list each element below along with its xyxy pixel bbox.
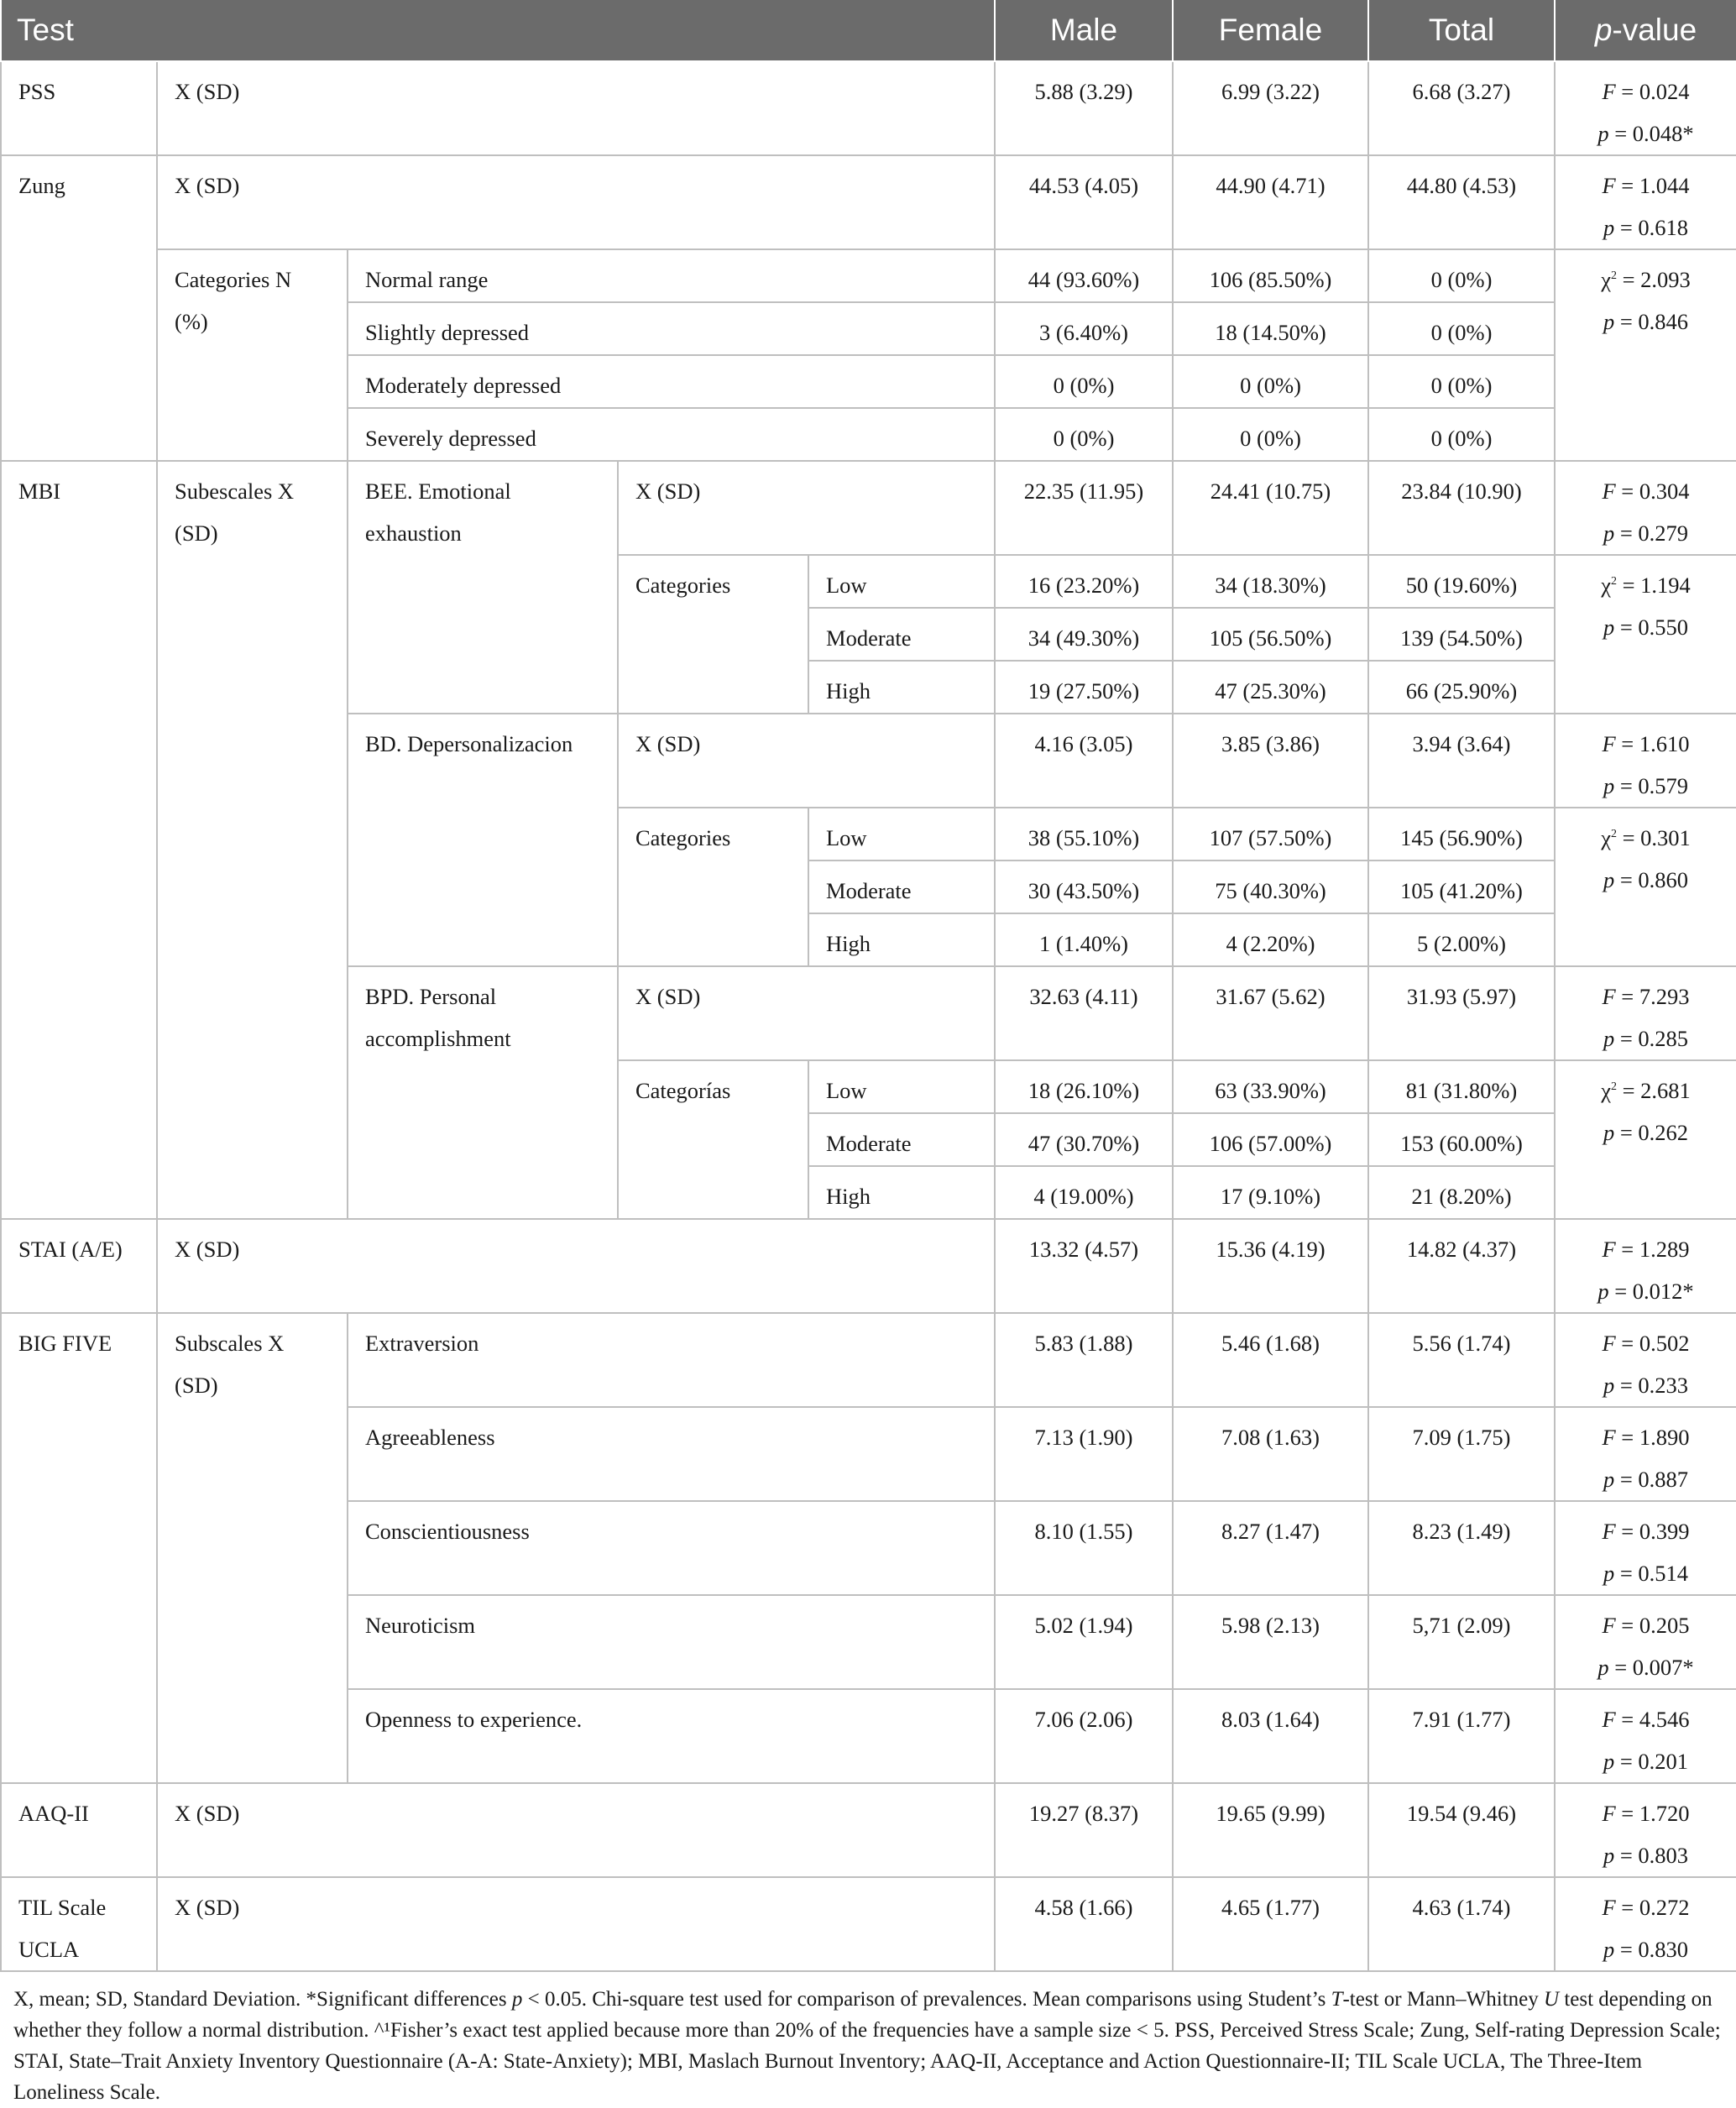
male-value: 34 (49.30%) bbox=[995, 608, 1173, 661]
table-row-bigfive-extraversion bbox=[1, 1313, 1736, 1407]
p-stat: 0.514 bbox=[1638, 1561, 1689, 1586]
header-row bbox=[1, 0, 1736, 61]
category-label: Moderate bbox=[808, 1113, 995, 1166]
category-label: Low bbox=[808, 555, 995, 608]
measure-label: X (SD) bbox=[618, 461, 995, 555]
total-value: 0 (0%) bbox=[1368, 355, 1555, 408]
p-stat: 0.012* bbox=[1632, 1279, 1694, 1304]
p-value-cell: F = 0.502 p = 0.233 bbox=[1555, 1313, 1736, 1407]
male-value: 30 (43.50%) bbox=[995, 860, 1173, 913]
table-row-mbi-bee bbox=[1, 461, 1736, 555]
category-label: Moderately depressed bbox=[348, 355, 995, 408]
test-name: BIG FIVE bbox=[1, 1313, 157, 1783]
p-value-cell: F = 1.289 p = 0.012* bbox=[1555, 1219, 1736, 1313]
male-value: 5.88 (3.29) bbox=[995, 61, 1173, 155]
male-value: 0 (0%) bbox=[995, 355, 1173, 408]
p-value-cell: $\chi^2 = 2.681$ p = 0.262 bbox=[1555, 1060, 1736, 1219]
chi-stat: 2.681 bbox=[1640, 1078, 1691, 1103]
category-label: Moderate bbox=[808, 608, 995, 661]
male-value: 16 (23.20%) bbox=[995, 555, 1173, 608]
category-label: Low bbox=[808, 808, 995, 860]
test-name: MBI bbox=[1, 461, 157, 1219]
p-stat: 0.048* bbox=[1632, 121, 1694, 146]
male-value: 4.58 (1.66) bbox=[995, 1877, 1173, 1971]
category-label: High bbox=[808, 661, 995, 714]
subscale-label: Extraversion bbox=[348, 1313, 995, 1407]
female-value: 6.99 (3.22) bbox=[1173, 61, 1368, 155]
p-stat: 0.887 bbox=[1638, 1467, 1689, 1492]
female-value: 75 (40.30%) bbox=[1173, 860, 1368, 913]
male-value: 19.27 (8.37) bbox=[995, 1783, 1173, 1877]
p-value-cell: F = 1.890 p = 0.887 bbox=[1555, 1407, 1736, 1501]
total-value: 8.23 (1.49) bbox=[1368, 1501, 1555, 1595]
f-stat: 1.610 bbox=[1639, 731, 1690, 756]
female-value: 4 (2.20%) bbox=[1173, 913, 1368, 966]
subscales-label: Subescales X (SD) bbox=[157, 461, 348, 1219]
male-value: 5.83 (1.88) bbox=[995, 1313, 1173, 1407]
p-stat: 0.803 bbox=[1638, 1843, 1689, 1868]
f-stat: 1.890 bbox=[1639, 1425, 1690, 1450]
categories-label: Categories N (%) bbox=[157, 249, 348, 461]
table-row-stai bbox=[1, 1219, 1736, 1313]
female-value: 8.03 (1.64) bbox=[1173, 1689, 1368, 1783]
subscale-label: BPD. Personal accomplishment bbox=[348, 966, 618, 1219]
male-value: 22.35 (11.95) bbox=[995, 461, 1173, 555]
categories-label: Categorías bbox=[618, 1060, 808, 1219]
male-value: 3 (6.40%) bbox=[995, 302, 1173, 355]
total-value: 105 (41.20%) bbox=[1368, 860, 1555, 913]
total-value: 5 (2.00%) bbox=[1368, 913, 1555, 966]
p-value-cell: F = 0.304 p = 0.279 bbox=[1555, 461, 1736, 555]
male-value: 7.06 (2.06) bbox=[995, 1689, 1173, 1783]
subscales-label: Subscales X (SD) bbox=[157, 1313, 348, 1783]
male-value: 13.32 (4.57) bbox=[995, 1219, 1173, 1313]
total-value: 5,71 (2.09) bbox=[1368, 1595, 1555, 1689]
p-value-cell: $\chi^2 = 0.301$ p = 0.860 bbox=[1555, 808, 1736, 966]
female-value: 63 (33.90%) bbox=[1173, 1060, 1368, 1113]
male-value: 18 (26.10%) bbox=[995, 1060, 1173, 1113]
total-value: 66 (25.90%) bbox=[1368, 661, 1555, 714]
measure-label: X (SD) bbox=[157, 1783, 995, 1877]
p-value-cell: $\chi^2 = 2.093$ p = 0.846 bbox=[1555, 249, 1736, 461]
total-value: 21 (8.20%) bbox=[1368, 1166, 1555, 1219]
p-value-cell: F = 0.205 p = 0.007* bbox=[1555, 1595, 1736, 1689]
header-male: Male bbox=[995, 0, 1173, 61]
p-value-cell: F = 1.044 p = 0.618 bbox=[1555, 155, 1736, 249]
female-value: 106 (85.50%) bbox=[1173, 249, 1368, 302]
test-name: PSS bbox=[1, 61, 157, 155]
total-value: 23.84 (10.90) bbox=[1368, 461, 1555, 555]
measure-label: X (SD) bbox=[157, 1877, 995, 1971]
male-value: 1 (1.40%) bbox=[995, 913, 1173, 966]
total-value: 0 (0%) bbox=[1368, 249, 1555, 302]
total-value: 19.54 (9.46) bbox=[1368, 1783, 1555, 1877]
female-value: 0 (0%) bbox=[1173, 355, 1368, 408]
f-stat: 0.205 bbox=[1639, 1613, 1690, 1638]
female-value: 18 (14.50%) bbox=[1173, 302, 1368, 355]
p-stat: 0.550 bbox=[1638, 615, 1689, 640]
f-stat: 1.289 bbox=[1639, 1237, 1690, 1262]
p-stat: 0.279 bbox=[1638, 520, 1689, 546]
measure-label: X (SD) bbox=[157, 155, 995, 249]
subscale-label: Openness to experience. bbox=[348, 1689, 995, 1783]
table-row-aaq bbox=[1, 1783, 1736, 1877]
female-value: 4.65 (1.77) bbox=[1173, 1877, 1368, 1971]
p-stat: 0.201 bbox=[1638, 1749, 1689, 1774]
total-value: 145 (56.90%) bbox=[1368, 808, 1555, 860]
p-value-cell: $\chi^2 = 1.194$ p = 0.550 bbox=[1555, 555, 1736, 714]
total-value: 139 (54.50%) bbox=[1368, 608, 1555, 661]
category-label: Severely depressed bbox=[348, 408, 995, 461]
category-label: Slightly depressed bbox=[348, 302, 995, 355]
chi-stat: 2.093 bbox=[1640, 267, 1691, 292]
male-value: 47 (30.70%) bbox=[995, 1113, 1173, 1166]
test-name: STAI (A/E) bbox=[1, 1219, 157, 1313]
subscale-label: Neuroticism bbox=[348, 1595, 995, 1689]
categories-label: Categories bbox=[618, 555, 808, 714]
male-value: 32.63 (4.11) bbox=[995, 966, 1173, 1060]
measure-label: X (SD) bbox=[157, 1219, 995, 1313]
category-label: Normal range bbox=[348, 249, 995, 302]
female-value: 34 (18.30%) bbox=[1173, 555, 1368, 608]
total-value: 7.91 (1.77) bbox=[1368, 1689, 1555, 1783]
female-value: 105 (56.50%) bbox=[1173, 608, 1368, 661]
p-stat: 0.262 bbox=[1638, 1120, 1689, 1145]
p-stat: 0.579 bbox=[1638, 773, 1689, 798]
female-value: 44.90 (4.71) bbox=[1173, 155, 1368, 249]
category-label: High bbox=[808, 913, 995, 966]
p-stat: 0.860 bbox=[1638, 867, 1689, 892]
male-value: 5.02 (1.94) bbox=[995, 1595, 1173, 1689]
male-value: 19 (27.50%) bbox=[995, 661, 1173, 714]
f-stat: 4.546 bbox=[1639, 1707, 1690, 1732]
f-stat: 0.304 bbox=[1639, 479, 1690, 504]
male-value: 0 (0%) bbox=[995, 408, 1173, 461]
total-value: 31.93 (5.97) bbox=[1368, 966, 1555, 1060]
total-value: 14.82 (4.37) bbox=[1368, 1219, 1555, 1313]
category-label: Low bbox=[808, 1060, 995, 1113]
p-value-cell: F = 0.024 p = 0.048* bbox=[1555, 61, 1736, 155]
f-stat: 0.024 bbox=[1639, 79, 1690, 104]
header-test: Test bbox=[1, 0, 995, 61]
total-value: 3.94 (3.64) bbox=[1368, 714, 1555, 808]
f-stat: 7.293 bbox=[1639, 984, 1690, 1009]
f-stat: 0.272 bbox=[1639, 1895, 1690, 1920]
female-value: 106 (57.00%) bbox=[1173, 1113, 1368, 1166]
female-value: 0 (0%) bbox=[1173, 408, 1368, 461]
male-value: 38 (55.10%) bbox=[995, 808, 1173, 860]
total-value: 0 (0%) bbox=[1368, 302, 1555, 355]
male-value: 44.53 (4.05) bbox=[995, 155, 1173, 249]
table-row-zung-normal bbox=[1, 249, 1736, 302]
category-label: High bbox=[808, 1166, 995, 1219]
total-value: 0 (0%) bbox=[1368, 408, 1555, 461]
male-value: 8.10 (1.55) bbox=[995, 1501, 1173, 1595]
male-value: 44 (93.60%) bbox=[995, 249, 1173, 302]
p-value-cell: F = 0.399 p = 0.514 bbox=[1555, 1501, 1736, 1595]
test-name: TIL Scale UCLA bbox=[1, 1877, 157, 1971]
p-stat: 0.285 bbox=[1638, 1026, 1689, 1051]
f-stat: 1.720 bbox=[1639, 1801, 1690, 1826]
total-value: 153 (60.00%) bbox=[1368, 1113, 1555, 1166]
total-value: 6.68 (3.27) bbox=[1368, 61, 1555, 155]
p-stat: 0.233 bbox=[1638, 1373, 1689, 1398]
subscale-label: Conscientiousness bbox=[348, 1501, 995, 1595]
male-value: 7.13 (1.90) bbox=[995, 1407, 1173, 1501]
header-female: Female bbox=[1173, 0, 1368, 61]
f-stat: 1.044 bbox=[1639, 173, 1690, 198]
female-value: 7.08 (1.63) bbox=[1173, 1407, 1368, 1501]
female-value: 31.67 (5.62) bbox=[1173, 966, 1368, 1060]
total-value: 5.56 (1.74) bbox=[1368, 1313, 1555, 1407]
p-value-cell: F = 7.293 p = 0.285 bbox=[1555, 966, 1736, 1060]
total-value: 81 (31.80%) bbox=[1368, 1060, 1555, 1113]
test-name: AAQ-II bbox=[1, 1783, 157, 1877]
subscale-label: BD. Depersonalizacion bbox=[348, 714, 618, 966]
male-value: 4 (19.00%) bbox=[995, 1166, 1173, 1219]
total-value: 50 (19.60%) bbox=[1368, 555, 1555, 608]
female-value: 5.46 (1.68) bbox=[1173, 1313, 1368, 1407]
female-value: 5.98 (2.13) bbox=[1173, 1595, 1368, 1689]
measure-label: X (SD) bbox=[618, 714, 995, 808]
f-stat: 0.399 bbox=[1639, 1519, 1690, 1544]
female-value: 3.85 (3.86) bbox=[1173, 714, 1368, 808]
table-row-zung bbox=[1, 155, 1736, 249]
subscale-label: BEE. Emotional exhaustion bbox=[348, 461, 618, 714]
female-value: 8.27 (1.47) bbox=[1173, 1501, 1368, 1595]
table-footnote: X, mean; SD, Standard Deviation. *Significant differences p < 0.05. Chi-square test used for comparison of prevalences. Mean comparisons using Student’s T-test or Mann–Whitney U test depending on whether they follow a normal distribution. ^¹Fisher’s exact test applied because more than 20% of the frequencies have a sample size < 5. PSS, Perceived Stress Scale; Zung, Self-rating Depression Scale; STAI, State–Trait Anxiety Inventory Questionnaire (A-A: State-Anxiety); MBI, Maslach Burnout Inventory; AAQ-II, Acceptance and Action Questionnaire-II; TIL Scale UCLA, The Three-Item Loneliness Scale. bbox=[13, 1988, 1721, 2104]
header-p-value: p-value bbox=[1555, 0, 1736, 61]
test-name: Zung bbox=[1, 155, 157, 461]
subscale-label: Agreeableness bbox=[348, 1407, 995, 1501]
female-value: 19.65 (9.99) bbox=[1173, 1783, 1368, 1877]
female-value: 47 (25.30%) bbox=[1173, 661, 1368, 714]
p-value-cell: F = 1.720 p = 0.803 bbox=[1555, 1783, 1736, 1877]
p-stat: 0.846 bbox=[1638, 309, 1689, 334]
male-value: 4.16 (3.05) bbox=[995, 714, 1173, 808]
table-row-til bbox=[1, 1877, 1736, 1971]
p-stat: 0.830 bbox=[1638, 1937, 1689, 1962]
p-value-cell: F = 1.610 p = 0.579 bbox=[1555, 714, 1736, 808]
measure-label: X (SD) bbox=[157, 61, 995, 155]
total-value: 7.09 (1.75) bbox=[1368, 1407, 1555, 1501]
female-value: 15.36 (4.19) bbox=[1173, 1219, 1368, 1313]
table-row-pss bbox=[1, 61, 1736, 155]
categories-label: Categories bbox=[618, 808, 808, 966]
total-value: 4.63 (1.74) bbox=[1368, 1877, 1555, 1971]
category-label: Moderate bbox=[808, 860, 995, 913]
chi-stat: 1.194 bbox=[1640, 573, 1691, 598]
female-value: 17 (9.10%) bbox=[1173, 1166, 1368, 1219]
female-value: 24.41 (10.75) bbox=[1173, 461, 1368, 555]
p-stat: 0.007* bbox=[1632, 1655, 1694, 1680]
p-value-cell: F = 0.272 p = 0.830 bbox=[1555, 1877, 1736, 1971]
header-total: Total bbox=[1368, 0, 1555, 61]
p-stat: 0.618 bbox=[1638, 215, 1689, 240]
total-value: 44.80 (4.53) bbox=[1368, 155, 1555, 249]
f-stat: 0.502 bbox=[1639, 1331, 1690, 1356]
measure-label: X (SD) bbox=[618, 966, 995, 1060]
chi-stat: 0.301 bbox=[1640, 825, 1691, 850]
female-value: 107 (57.50%) bbox=[1173, 808, 1368, 860]
p-value-cell: F = 4.546 p = 0.201 bbox=[1555, 1689, 1736, 1783]
